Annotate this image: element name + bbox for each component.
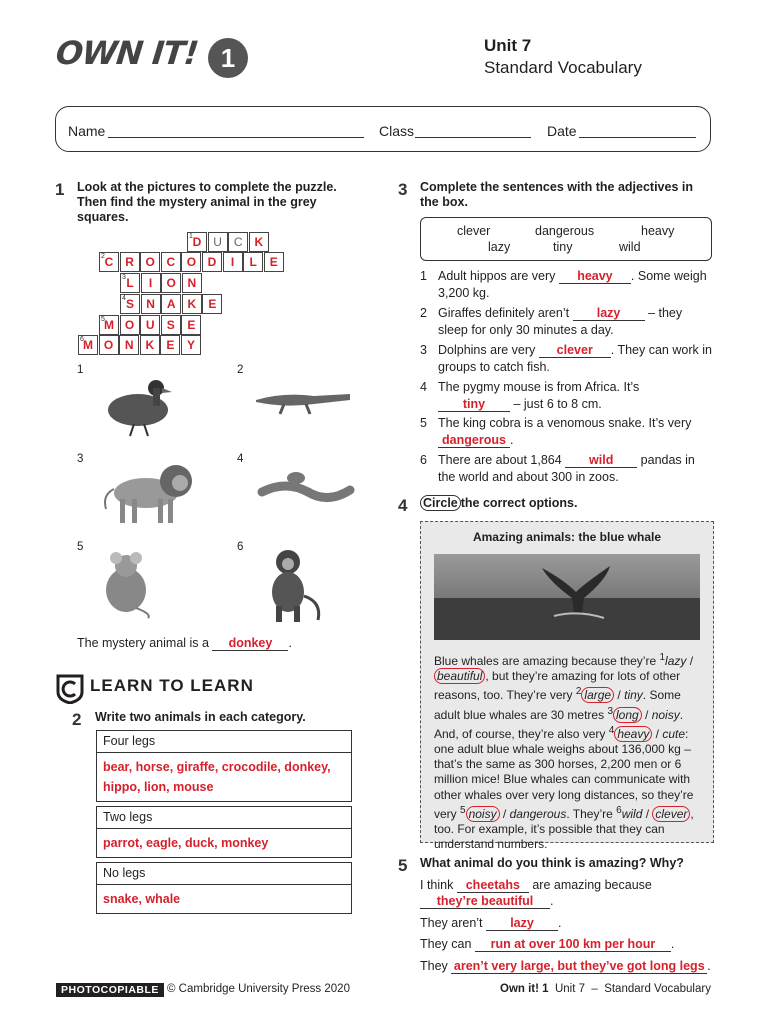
whale-tail-photo	[434, 554, 700, 640]
answer-line-3: They aren’t lazy .	[420, 916, 562, 930]
level-badge: 1	[208, 38, 248, 78]
option-circled[interactable]: noisy	[466, 806, 500, 822]
crossword-cell[interactable]: D 1	[187, 232, 207, 252]
lion-image	[96, 455, 200, 527]
crossword-cell[interactable]: I	[141, 273, 161, 293]
crossword-cell[interactable]: L 3	[120, 273, 140, 293]
option-circled[interactable]: long	[613, 707, 642, 723]
adjective-word-box	[420, 217, 712, 261]
word: dangerous	[535, 224, 595, 238]
name-label: Name	[68, 123, 106, 139]
crossword-cell[interactable]: M 5	[99, 315, 119, 335]
crossword-cell[interactable]: D	[202, 252, 222, 272]
category-answer[interactable]: bear, horse, giraffe, crocodile, donkey, hippo, lion, mouse	[103, 760, 331, 794]
answer-line-4: They can run at over 100 km per hour .	[420, 937, 675, 951]
crossword-cell[interactable]: U	[208, 232, 228, 252]
crossword-cell[interactable]: R	[120, 252, 140, 272]
word: tiny	[553, 240, 573, 254]
crossword-cell[interactable]: C 2	[99, 252, 119, 272]
crossword-cell[interactable]: K	[249, 232, 269, 252]
answer-blank[interactable]: cheetahs	[457, 879, 529, 893]
unit-subtitle: Standard Vocabulary	[484, 58, 642, 77]
word: heavy	[641, 224, 675, 238]
category-head: Two legs	[97, 807, 351, 829]
answer-blank[interactable]: lazy	[486, 917, 558, 931]
crossword-clue-number: 1	[189, 233, 193, 240]
crocodile-image	[254, 378, 352, 422]
crossword-cell[interactable]: U	[140, 315, 160, 335]
crossword-cell[interactable]: E	[160, 335, 180, 355]
option[interactable]: tiny	[624, 688, 643, 703]
option-circled[interactable]: heavy	[614, 726, 652, 742]
unit-title: Unit 7	[484, 36, 532, 55]
answer-line-1: I think cheetahs are amazing because	[420, 878, 652, 892]
answer-line-2: they’re beautiful .	[420, 894, 553, 909]
word: clever	[457, 224, 491, 238]
crossword-cell[interactable]: K	[182, 294, 202, 314]
crossword-cell[interactable]: C	[161, 252, 181, 272]
category-answer[interactable]: parrot, eagle, duck, monkey	[103, 836, 269, 850]
sentence-5: 5 The king cobra is a venomous snake. It’s very dangerous .	[420, 416, 692, 447]
footer-reference: Own it! 1 Unit 7 – Standard Vocabulary	[500, 983, 711, 995]
crossword-cell[interactable]: N	[182, 273, 202, 293]
category-box-no-legs	[96, 862, 352, 914]
crossword-cell[interactable]: I	[223, 252, 243, 272]
exercise-5-number: 5	[398, 856, 408, 875]
exercise-2-instruction: Write two animals in each category.	[95, 710, 306, 724]
crossword-cell[interactable]: O	[181, 252, 201, 272]
duck-image	[96, 366, 176, 440]
option[interactable]: cute	[662, 726, 686, 741]
mystery-answer[interactable]: donkey	[212, 637, 288, 651]
mystery-sentence: The mystery animal is a donkey .	[77, 636, 292, 650]
crossword-cell[interactable]: C	[228, 232, 248, 252]
picture-number: 3	[77, 453, 84, 465]
option[interactable]: lazy	[665, 654, 687, 668]
word: lazy	[488, 240, 511, 254]
exercise-1-instruction: Look at the pictures to complete the puzzle. Then find the mystery animal in the grey squares.	[77, 180, 337, 224]
option[interactable]: wild	[621, 806, 643, 821]
crossword-cell[interactable]: K	[140, 335, 160, 355]
answer-blank[interactable]: lazy	[573, 307, 645, 321]
answer-blank[interactable]: tiny	[438, 398, 510, 412]
crossword-cell[interactable]: E	[181, 315, 201, 335]
crossword-cell[interactable]: N	[141, 294, 161, 314]
circle-example: Circle	[420, 495, 461, 511]
own-it-logo: OWN IT!	[54, 34, 200, 72]
answer-blank[interactable]: they’re beautiful	[420, 895, 550, 909]
sentence-3: 3 Dolphins are very clever . They can work in groups to catch fish.	[420, 343, 712, 374]
crossword-cell[interactable]: S	[161, 315, 181, 335]
option[interactable]: noisy	[651, 707, 680, 722]
option-circled[interactable]: large	[581, 687, 614, 703]
crossword-cell[interactable]: A	[161, 294, 181, 314]
class-field[interactable]	[415, 137, 531, 138]
crossword-clue-number: 6	[80, 336, 84, 343]
answer-blank[interactable]: run at over 100 km per hour	[475, 938, 671, 952]
answer-line-5: They aren’t very large, but they’ve got long legs .	[420, 959, 711, 973]
photocopiable-badge: PHOTOCOPIABLE	[56, 983, 164, 997]
reading-title: Amazing animals: the blue whale	[472, 530, 662, 544]
crossword-cell[interactable]: O	[161, 273, 181, 293]
category-head: Four legs	[97, 731, 351, 753]
crossword-clue-number: 3	[122, 274, 126, 281]
category-answer[interactable]: snake, whale	[103, 892, 181, 906]
sentence-1: 1 Adult hippos are very heavy . Some weigh 3,200 kg.	[420, 269, 707, 300]
category-head: No legs	[97, 863, 351, 885]
category-box-two-legs	[96, 806, 352, 858]
crossword-cell[interactable]: O	[120, 315, 140, 335]
date-field[interactable]	[579, 137, 696, 138]
name-field[interactable]	[108, 137, 364, 138]
exercise-4-number: 4	[398, 496, 408, 515]
answer-blank[interactable]: aren’t very large, but they’ve got long legs	[451, 960, 707, 974]
exercise-4-instruction: Circle the correct options.	[420, 496, 577, 511]
class-label: Class	[379, 123, 415, 139]
option-circled[interactable]: clever	[652, 806, 690, 822]
crossword-cell[interactable]: L	[243, 252, 263, 272]
exercise-1-number: 1	[55, 180, 65, 199]
crossword-cell[interactable]: S 4	[120, 294, 140, 314]
category-box-four-legs	[96, 730, 352, 802]
crossword-cell[interactable]: Y	[181, 335, 201, 355]
crossword-clue-number: 4	[122, 295, 126, 302]
exercise-5-question: What animal do you think is amazing? Why?	[420, 856, 684, 870]
option[interactable]: dangerous	[509, 806, 567, 821]
exercise-3-number: 3	[398, 180, 408, 199]
sentence-4: 4 The pygmy mouse is from Africa. It’s tiny – just 6 to 8 cm.	[420, 380, 640, 411]
option-circled[interactable]: beautiful	[434, 668, 485, 684]
shield-icon	[56, 674, 84, 704]
crossword-cell[interactable]: E	[202, 294, 222, 314]
word: wild	[619, 240, 641, 254]
learn-to-learn-title: LEARN TO LEARN	[90, 676, 254, 695]
sentence-2: 2 Giraffes definitely aren’t lazy – they sleep for only 30 minutes a day.	[420, 306, 683, 337]
exercise-3-instruction: Complete the sentences with the adjectives in the box.	[420, 180, 693, 209]
picture-number: 2	[237, 364, 244, 376]
crossword-clue-number: 2	[101, 253, 105, 260]
monkey-image	[256, 546, 332, 624]
picture-number: 1	[77, 364, 84, 376]
answer-blank[interactable]: clever	[539, 344, 611, 358]
copyright: © Cambridge University Press 2020	[167, 983, 350, 995]
exercise-2-number: 2	[72, 710, 82, 729]
sentence-6: 6 There are about 1,864 wild pandas in the world and about 300 in zoos.	[420, 453, 695, 484]
reading-text: Blue whales are amazing because they’re $^1$lazy / beautiful , but they’re amazing for lots of other reasons, too. They’re very $^2$ large / tiny. Some adult blue whales are 30 metres $^3$ long / noisy. And, of course, they’re also very $^4$ heavy / cute: one adult blue whale weighs about 136,000 kg – that’s the same as 300 horses, 2,200 men or 6 million mice! Blue whales can communicate with other whales over very long distances, so they’re very $^5$ noisy / dangerous. They’re $^6$wild / clever , too. For example, it’s possible that they can understand numbers.	[434, 652, 694, 852]
crossword-cell[interactable]: E	[264, 252, 284, 272]
crossword-clue-number: 5	[101, 316, 105, 323]
picture-number: 6	[237, 541, 244, 553]
snake-image	[256, 462, 356, 506]
answer-blank[interactable]: heavy	[559, 270, 631, 284]
picture-number: 5	[77, 541, 84, 553]
crossword-cell[interactable]: O	[99, 335, 119, 355]
crossword-cell[interactable]: M 6	[78, 335, 98, 355]
crossword-cell[interactable]: O	[140, 252, 160, 272]
mouse-image	[96, 548, 156, 620]
date-label: Date	[547, 123, 577, 139]
crossword-cell[interactable]: N	[119, 335, 139, 355]
answer-blank[interactable]: wild	[565, 454, 637, 468]
picture-number: 4	[237, 453, 244, 465]
answer-blank[interactable]: dangerous	[438, 434, 510, 448]
